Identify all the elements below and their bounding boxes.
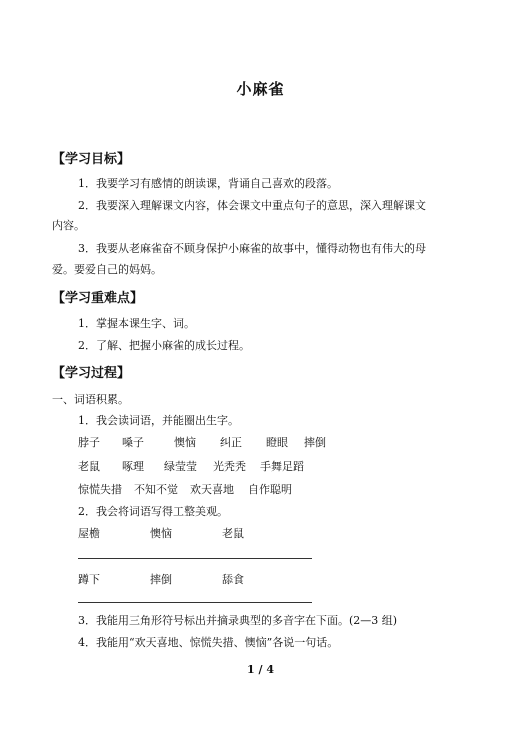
word: 手舞足蹈: [260, 460, 304, 473]
word: 老鼠: [78, 460, 100, 473]
write-row-1: [78, 527, 308, 541]
word: 惊慌失措: [78, 483, 122, 496]
question-2: 2．我会将词语写得工整美观。: [78, 505, 228, 518]
word: 啄理: [122, 460, 144, 473]
word: 脖子: [78, 436, 100, 449]
word: 瞪眼: [266, 436, 288, 449]
page-indicator: 1 / 4: [247, 663, 274, 676]
word-row-3: [78, 483, 338, 497]
word: 屋檐: [78, 527, 100, 540]
document-title: 小麻雀: [236, 80, 285, 98]
word: 蹲下: [78, 573, 100, 586]
writing-line-2[interactable]: [78, 602, 312, 603]
writing-line-1[interactable]: [78, 558, 312, 559]
word: 不知不觉: [134, 483, 178, 496]
word-row-2: [78, 460, 338, 474]
word: 摔倒: [150, 573, 172, 586]
word: 舔食: [222, 573, 244, 586]
word: 懊恼: [174, 436, 196, 449]
heading-learning-process: 【学习过程】: [52, 366, 131, 381]
key-point-1: 1．掌握本课生字、词。: [78, 317, 195, 330]
word-row-1: [78, 436, 338, 450]
word: 嗓子: [122, 436, 144, 449]
question-1: 1．我会读词语，并能圈出生字。: [78, 414, 239, 427]
heading-key-points: 【学习重难点】: [52, 291, 144, 306]
goal-item-3-cont: 爱。要爱自己的妈妈。: [52, 263, 162, 276]
word: 绿莹莹: [164, 460, 197, 473]
word: 摔倒: [304, 436, 326, 449]
goal-item-2: 2．我要深入理解课文内容，体会课文中重点句子的意思，深入理解课文: [78, 199, 426, 212]
word: 自作聪明: [248, 483, 292, 496]
process-part-1: 一、词语积累。: [52, 393, 129, 406]
word: 欢天喜地: [190, 483, 234, 496]
key-point-2: 2．了解、把握小麻雀的成长过程。: [78, 339, 250, 352]
goal-item-1: 1．我要学习有感情的朗读课，背诵自己喜欢的段落。: [78, 177, 338, 190]
word: 懊恼: [150, 527, 172, 540]
goal-item-3: 3．我要从老麻雀奋不顾身保护小麻雀的故事中，懂得动物也有伟大的母: [78, 242, 426, 255]
question-3: 3．我能用三角形符号标出并摘录典型的多音字在下面。(2—3 组): [78, 614, 398, 627]
word: 纠正: [220, 436, 242, 449]
goal-item-2-cont: 内容。: [52, 219, 85, 232]
word: 光秃秃: [213, 460, 246, 473]
word: 老鼠: [222, 527, 244, 540]
heading-learning-goals: 【学习目标】: [52, 152, 131, 167]
question-4: 4．我能用“欢天喜地、惊慌失措、懊恼”各说一句话。: [78, 636, 339, 649]
write-row-2: [78, 573, 308, 587]
